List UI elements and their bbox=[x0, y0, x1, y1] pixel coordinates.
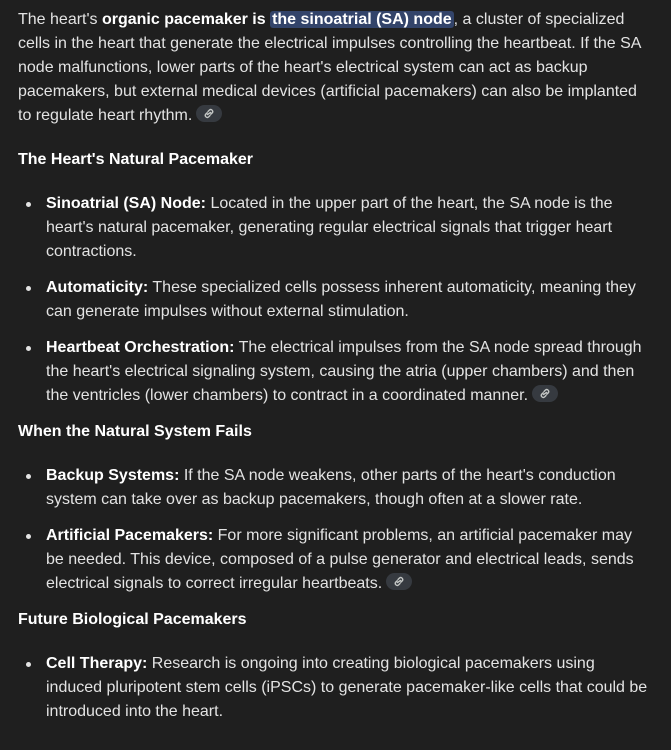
highlighted-term: the sinoatrial (SA) node bbox=[272, 11, 452, 28]
item-term: Cell Therapy: bbox=[46, 655, 148, 672]
item-term: Artificial Pacemakers: bbox=[46, 527, 214, 544]
list-item bbox=[18, 336, 654, 408]
item-term: Backup Systems: bbox=[46, 467, 180, 484]
bullet-point bbox=[26, 286, 31, 291]
intro-paragraph bbox=[18, 8, 654, 128]
bullet-point bbox=[26, 202, 31, 207]
response-content bbox=[18, 8, 654, 736]
source-link-button[interactable] bbox=[196, 105, 222, 122]
link-icon bbox=[539, 388, 551, 399]
link-icon bbox=[203, 108, 215, 119]
list-system-fails bbox=[18, 464, 654, 596]
intro-text-rest: , a cluster of specialized cells in the heart that generate the electrical impulses controlling the heartbeat. If the SA node malfunctions, lower parts of the heart's electrical system can act as backup pacemakers, but external medical devices (artificial pacemakers) can also be implanted to regulate heart rhythm. bbox=[18, 11, 641, 124]
list-item bbox=[18, 464, 654, 512]
item-text: Located in the upper part of the heart, the SA node is the heart's natural pacemaker, generating regular electrical signals that trigger heart contractions. bbox=[46, 195, 613, 260]
source-link-button[interactable] bbox=[532, 385, 558, 402]
item-text: If the SA node weakens, other parts of the heart's conduction system can take over as backup pacemakers, though often at a slower rate. bbox=[46, 467, 616, 508]
list-future-pacemakers bbox=[18, 652, 654, 724]
intro-text-start: The heart's bbox=[18, 11, 102, 28]
bullet-point bbox=[26, 662, 31, 667]
list-item bbox=[18, 652, 654, 724]
bullet-point bbox=[26, 534, 31, 539]
section-heading-future-pacemakers: Future Biological Pacemakers bbox=[18, 611, 247, 628]
bullet-point bbox=[26, 474, 31, 479]
item-term: Sinoatrial (SA) Node: bbox=[46, 195, 207, 212]
list-item bbox=[18, 524, 654, 596]
item-text: The electrical impulses from the SA node spread through the heart's electrical signaling system, causing the atria (upper chambers) and then the ventricles (lower chambers) to contract in a coordinated manner. bbox=[46, 339, 642, 404]
list-item bbox=[18, 192, 654, 264]
source-link-button[interactable] bbox=[386, 573, 412, 590]
item-term: Heartbeat Orchestration: bbox=[46, 339, 235, 356]
item-text: Research is ongoing into creating biological pacemakers using induced pluripotent stem cells (iPSCs) to generate pacemaker-like cells that could be introduced into the heart. bbox=[46, 655, 648, 720]
link-icon bbox=[393, 576, 405, 587]
list-natural-pacemaker bbox=[18, 192, 654, 408]
bullet-point bbox=[26, 346, 31, 351]
section-heading-system-fails: When the Natural System Fails bbox=[18, 423, 252, 440]
list-item bbox=[18, 276, 654, 324]
item-text: For more significant problems, an artificial pacemaker may be needed. This device, composed of a pulse generator and electrical leads, sends electrical signals to correct irregular heartbeats. bbox=[46, 527, 634, 592]
item-text: These specialized cells possess inherent automaticity, meaning they can generate impulses without external stimulation. bbox=[46, 279, 636, 320]
section-heading-natural-pacemaker: The Heart's Natural Pacemaker bbox=[18, 151, 254, 168]
intro-bold-phrase: organic pacemaker is bbox=[101, 11, 266, 28]
item-term: Automaticity: bbox=[46, 279, 149, 296]
